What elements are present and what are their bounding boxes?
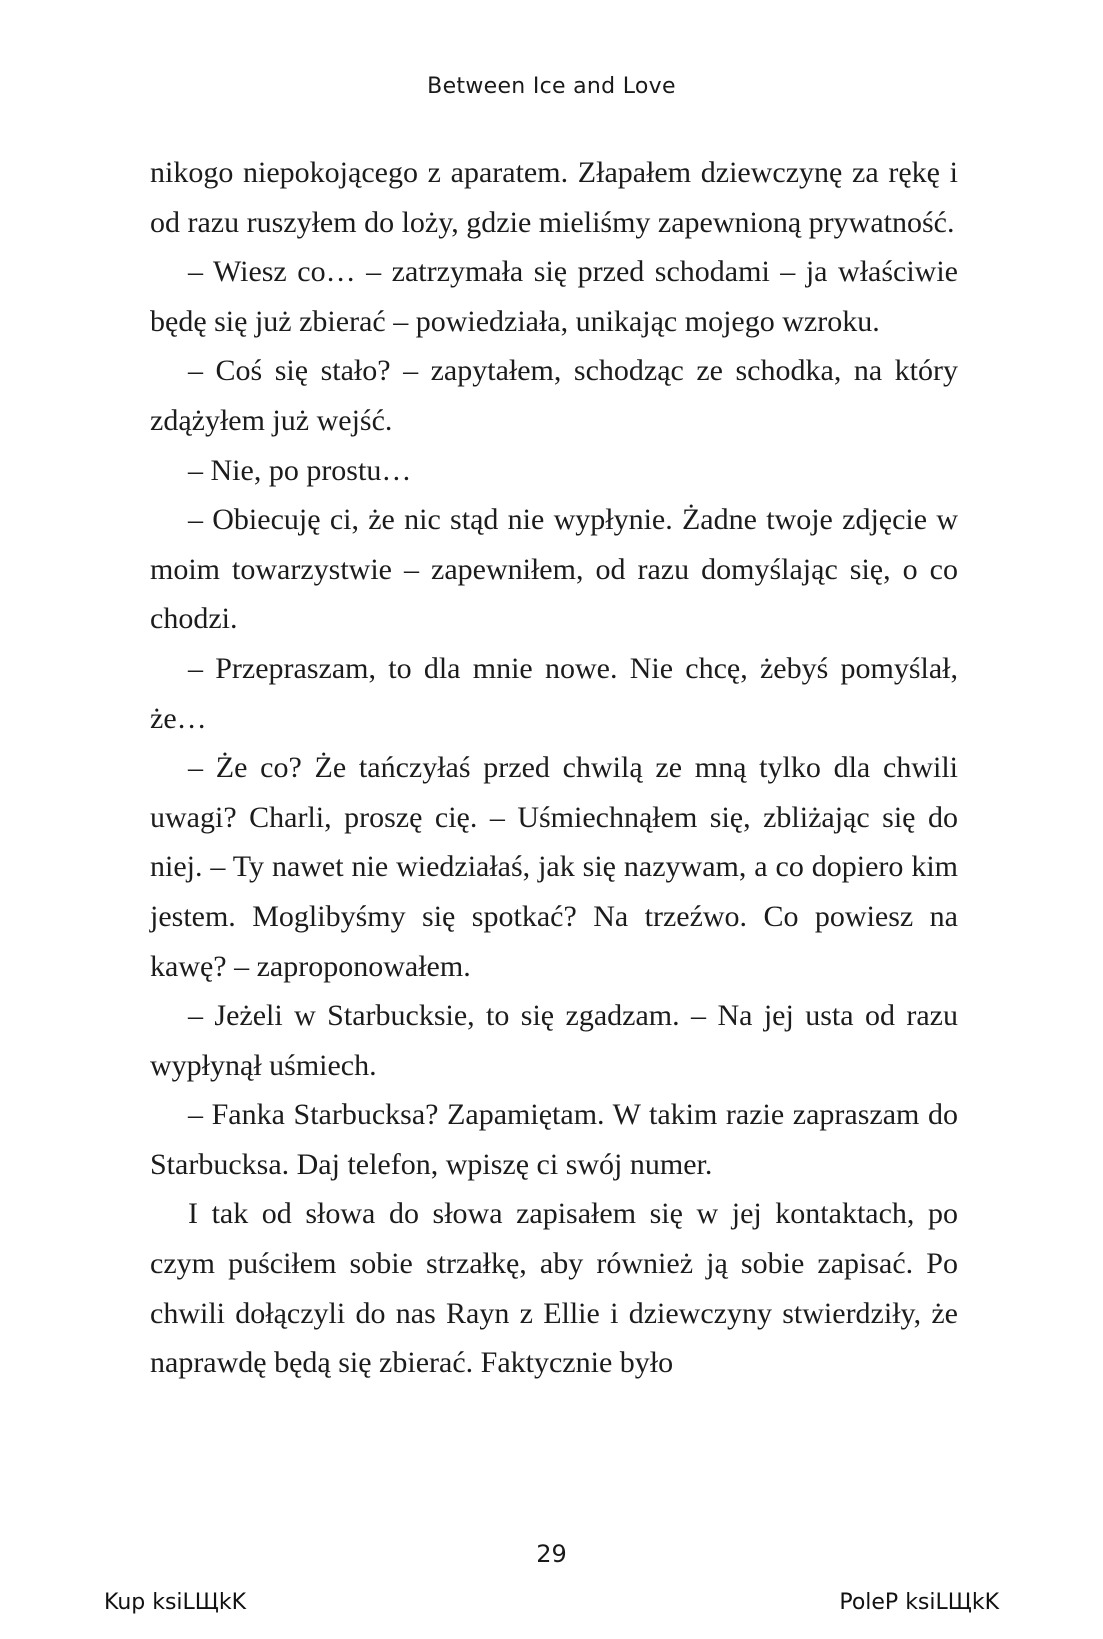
paragraph: nikogo niepokojącego z aparatem. Złapałem dziewczynę za rękę i od razu ruszyłem do loży, gdzie mieliśmy zapewnioną prywatność. [150,156,958,239]
page-number: 29 [536,1540,567,1568]
running-header: Between Ice and Love [427,74,676,99]
paragraph: – Jeżeli w Starbucksie, to się zgadzam. – Na jej usta od razu wypłynął uśmiech. [150,999,958,1082]
paragraph: – Fanka Starbucksa? Zapamiętam. W takim razie zapraszam do Starbucksa. Daj telefon, wpiszę ci swój numer. [150,1098,958,1181]
book-body-text [150,148,958,1388]
paragraph: – Nie, po prostu… [188,453,412,487]
recommend-book-link[interactable]: PoleP ksiLЩkK [839,1590,999,1615]
buy-book-link[interactable]: Kup ksiLЩkK [104,1590,247,1615]
paragraph: – Przepraszam, to dla mnie nowe. Nie chcę, żebyś pomyślał, że… [150,651,958,735]
paragraph: I tak od słowa do słowa zapisałem się w jej kontaktach, po czym puściłem sobie strzałkę, aby również ją sobie zapisać. Po chwili dołączyli do nas Rayn z Ellie i dziewczyny stwierdziły, że naprawdę będą się zbierać. Faktycznie było [150,1197,958,1380]
paragraph: – Że co? Że tańczyłaś przed chwilą ze mną tylko dla chwili uwagi? Charli, proszę cię. – Uśmiechnąłem się, zbliżając się do niej. – Ty nawet nie wiedziałaś, jak się nazywam, a co dopiero kim jestem. Moglibyśmy się spotkać? Na trzeźwo. Co powiesz na kawę? – zaproponowałem. [150,751,958,983]
paragraph: – Coś się stało? – zapytałem, schodząc ze schodka, na który zdążyłem już wejść. [150,354,958,437]
paragraph: – Wiesz co… – zatrzymała się przed schodami – ja właściwie będę się już zbierać – powiedziała, unikając mojego wzroku. [150,255,958,338]
paragraph: – Obiecuję ci, że nic stąd nie wypłynie. Żadne twoje zdjęcie w moim towarzystwie – zapewniłem, od razu domyślając się, o co chodzi. [150,503,958,636]
